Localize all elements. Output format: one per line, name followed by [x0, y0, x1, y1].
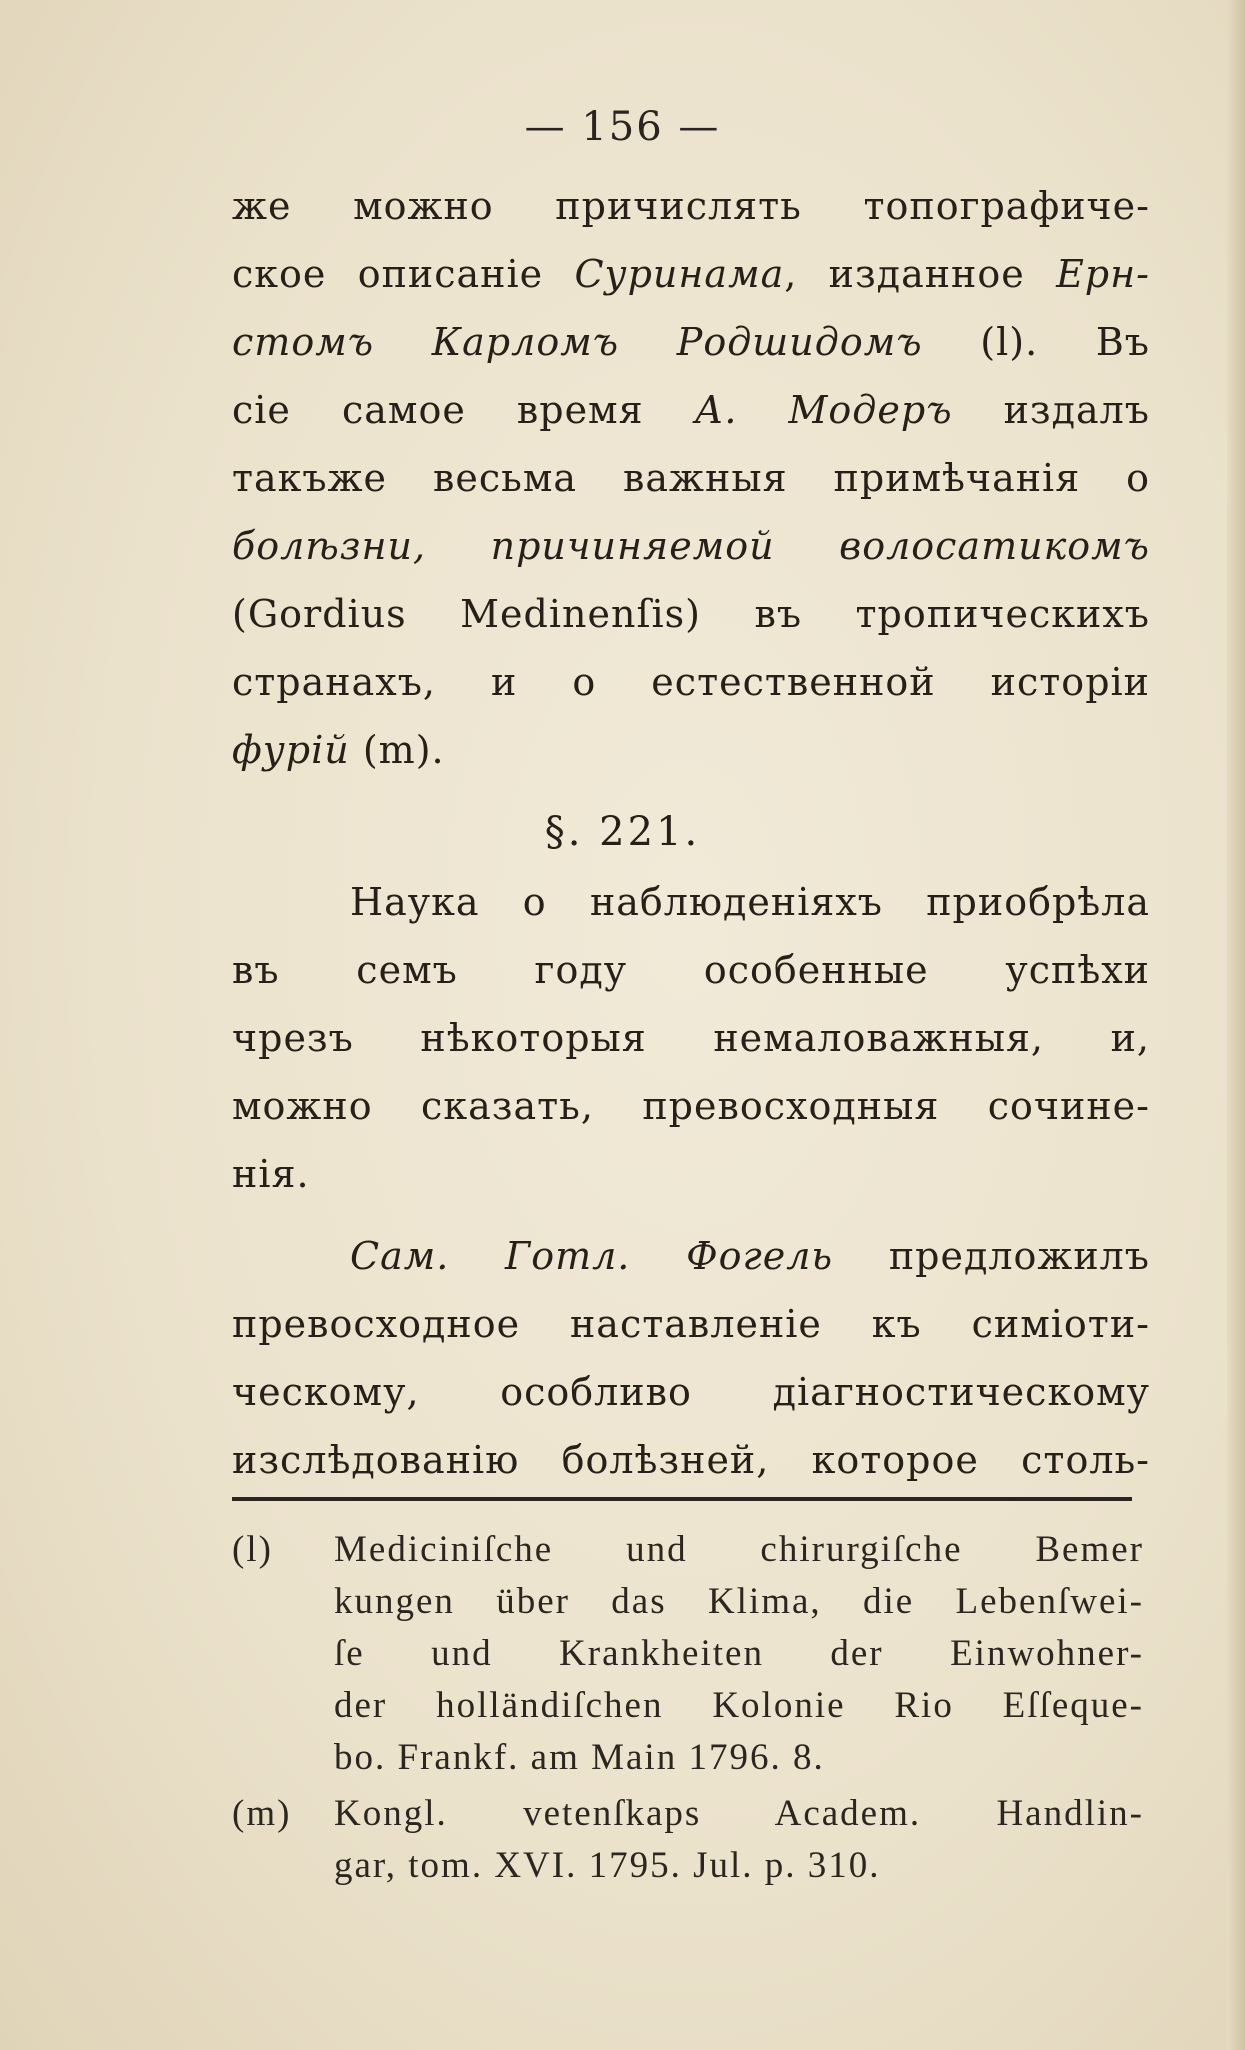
footnote-line: bo. Frankf. am Main 1796. 8.	[334, 1737, 825, 1778]
section-heading: §. 221.	[544, 809, 701, 855]
text-line: чрезъ нѣкоторыя немаловажныя, и,	[232, 1016, 1150, 1060]
footnote-line: ſe und Krankheiten der Einwohner-	[334, 1633, 1144, 1674]
text-line: странахъ, и о естественной исторіи	[232, 660, 1150, 704]
text-line: ческому, особливо діагностическому	[232, 1370, 1150, 1414]
footnote-mark: (l)	[232, 1529, 273, 1570]
text-line: превосходное наставленіе къ симіоти-	[232, 1302, 1150, 1346]
text-line: нія.	[232, 1152, 310, 1196]
text-line: (Gordius Medinenſis) въ тропическихъ	[232, 592, 1150, 636]
page-number: — 156 —	[524, 104, 721, 150]
footnote-rule	[232, 1497, 1132, 1501]
text-line: стомъ Карломъ Родшидомъ (l). Въ	[232, 320, 1150, 364]
footnote-line: Mediciniſche und chirurgiſche Bemer	[334, 1529, 1144, 1570]
text-line: такъже весьма важныя примѣчанія о	[232, 456, 1150, 500]
text-line: же можно причислять топографиче-	[232, 184, 1150, 228]
text-line: Сам. Готл. Фогель предложилъ	[350, 1234, 1150, 1278]
text-line: сіе самое время А. Модеръ издалъ	[232, 388, 1150, 432]
text-line: Наука о наблюденіяхъ приобрѣла	[350, 880, 1150, 924]
footnote-mark: (m)	[232, 1793, 292, 1834]
text-line: можно сказать, превосходныя сочине-	[232, 1084, 1150, 1128]
text-line: изслѣдованію болѣзней, которое столь-	[232, 1438, 1150, 1482]
footnote-line: gar, tom. XVI. 1795. Jul. p. 310.	[334, 1845, 881, 1886]
footnote-line: der holländiſchen Kolonie Rio Eſſeque-	[334, 1685, 1144, 1726]
text-line: ское описаніе Суринама, изданное Ерн-	[232, 252, 1150, 296]
text-line: фурій (m).	[232, 728, 445, 772]
footnote-line: Kongl. vetenſkaps Academ. Handlin-	[334, 1793, 1144, 1834]
text-line: въ семъ году особенные успѣхи	[232, 948, 1150, 992]
page-edge-shadow	[1227, 0, 1245, 2050]
text-line: болѣзни, причиняемой волосатикомъ	[232, 524, 1150, 568]
footnote-line: kungen über das Klima, die Lebenſwei-	[334, 1581, 1144, 1622]
